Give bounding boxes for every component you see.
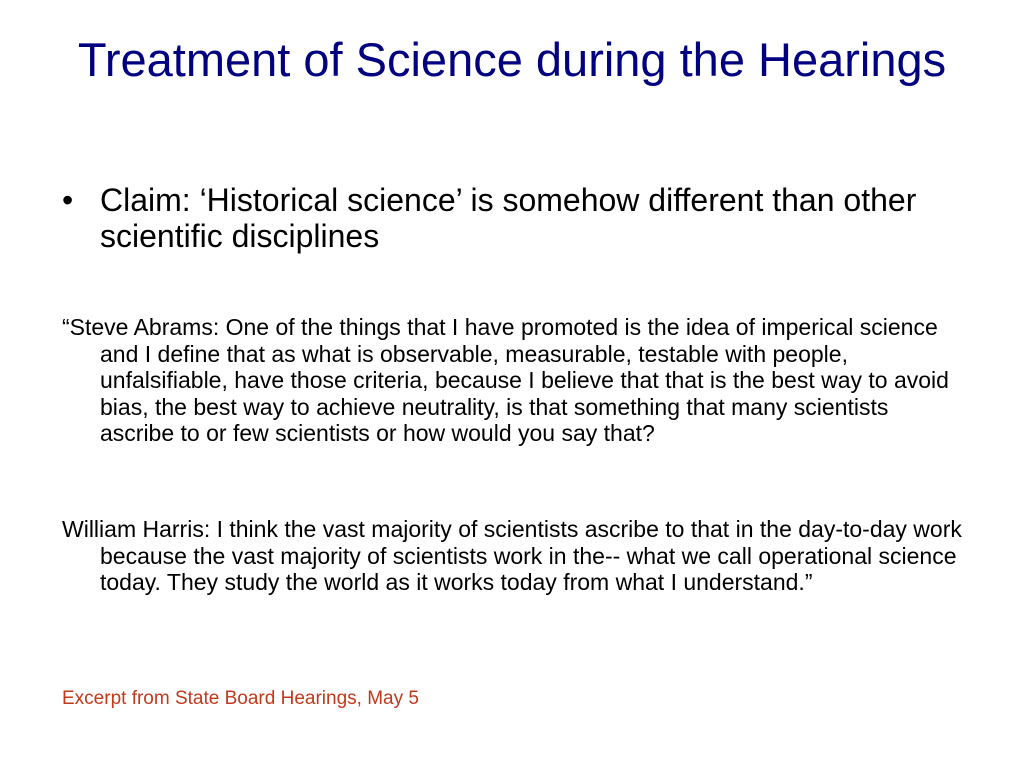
- quote-steve-abrams: “Steve Abrams: One of the things that I have promoted is the idea of imperical science and I define that as what is observable, measurable, testable with people, unfalsifiable, have those criteria, because I believe that that is the best way to avoid bias, the best way to achieve neutrality, is that something that many scientists ascribe to or few scientists or how would you say that?: [62, 314, 949, 446]
- quote-william-harris: William Harris: I think the vast majority of scientists ascribe to that in the day-to-day work because the vast majority of scientists work in the-- what we call operational science today. They study the world as it works today from what I understand.”: [62, 516, 962, 595]
- bullet-marker: •: [62, 182, 74, 218]
- bullet-claim: [62, 182, 962, 254]
- slide-title: Treatment of Science during the Hearings: [77, 33, 947, 86]
- bullet-claim-text: Claim: ‘Historical science’ is somehow different than other scientific disciplines: [100, 182, 917, 254]
- source-citation: Excerpt from State Board Hearings, May 5: [62, 688, 419, 709]
